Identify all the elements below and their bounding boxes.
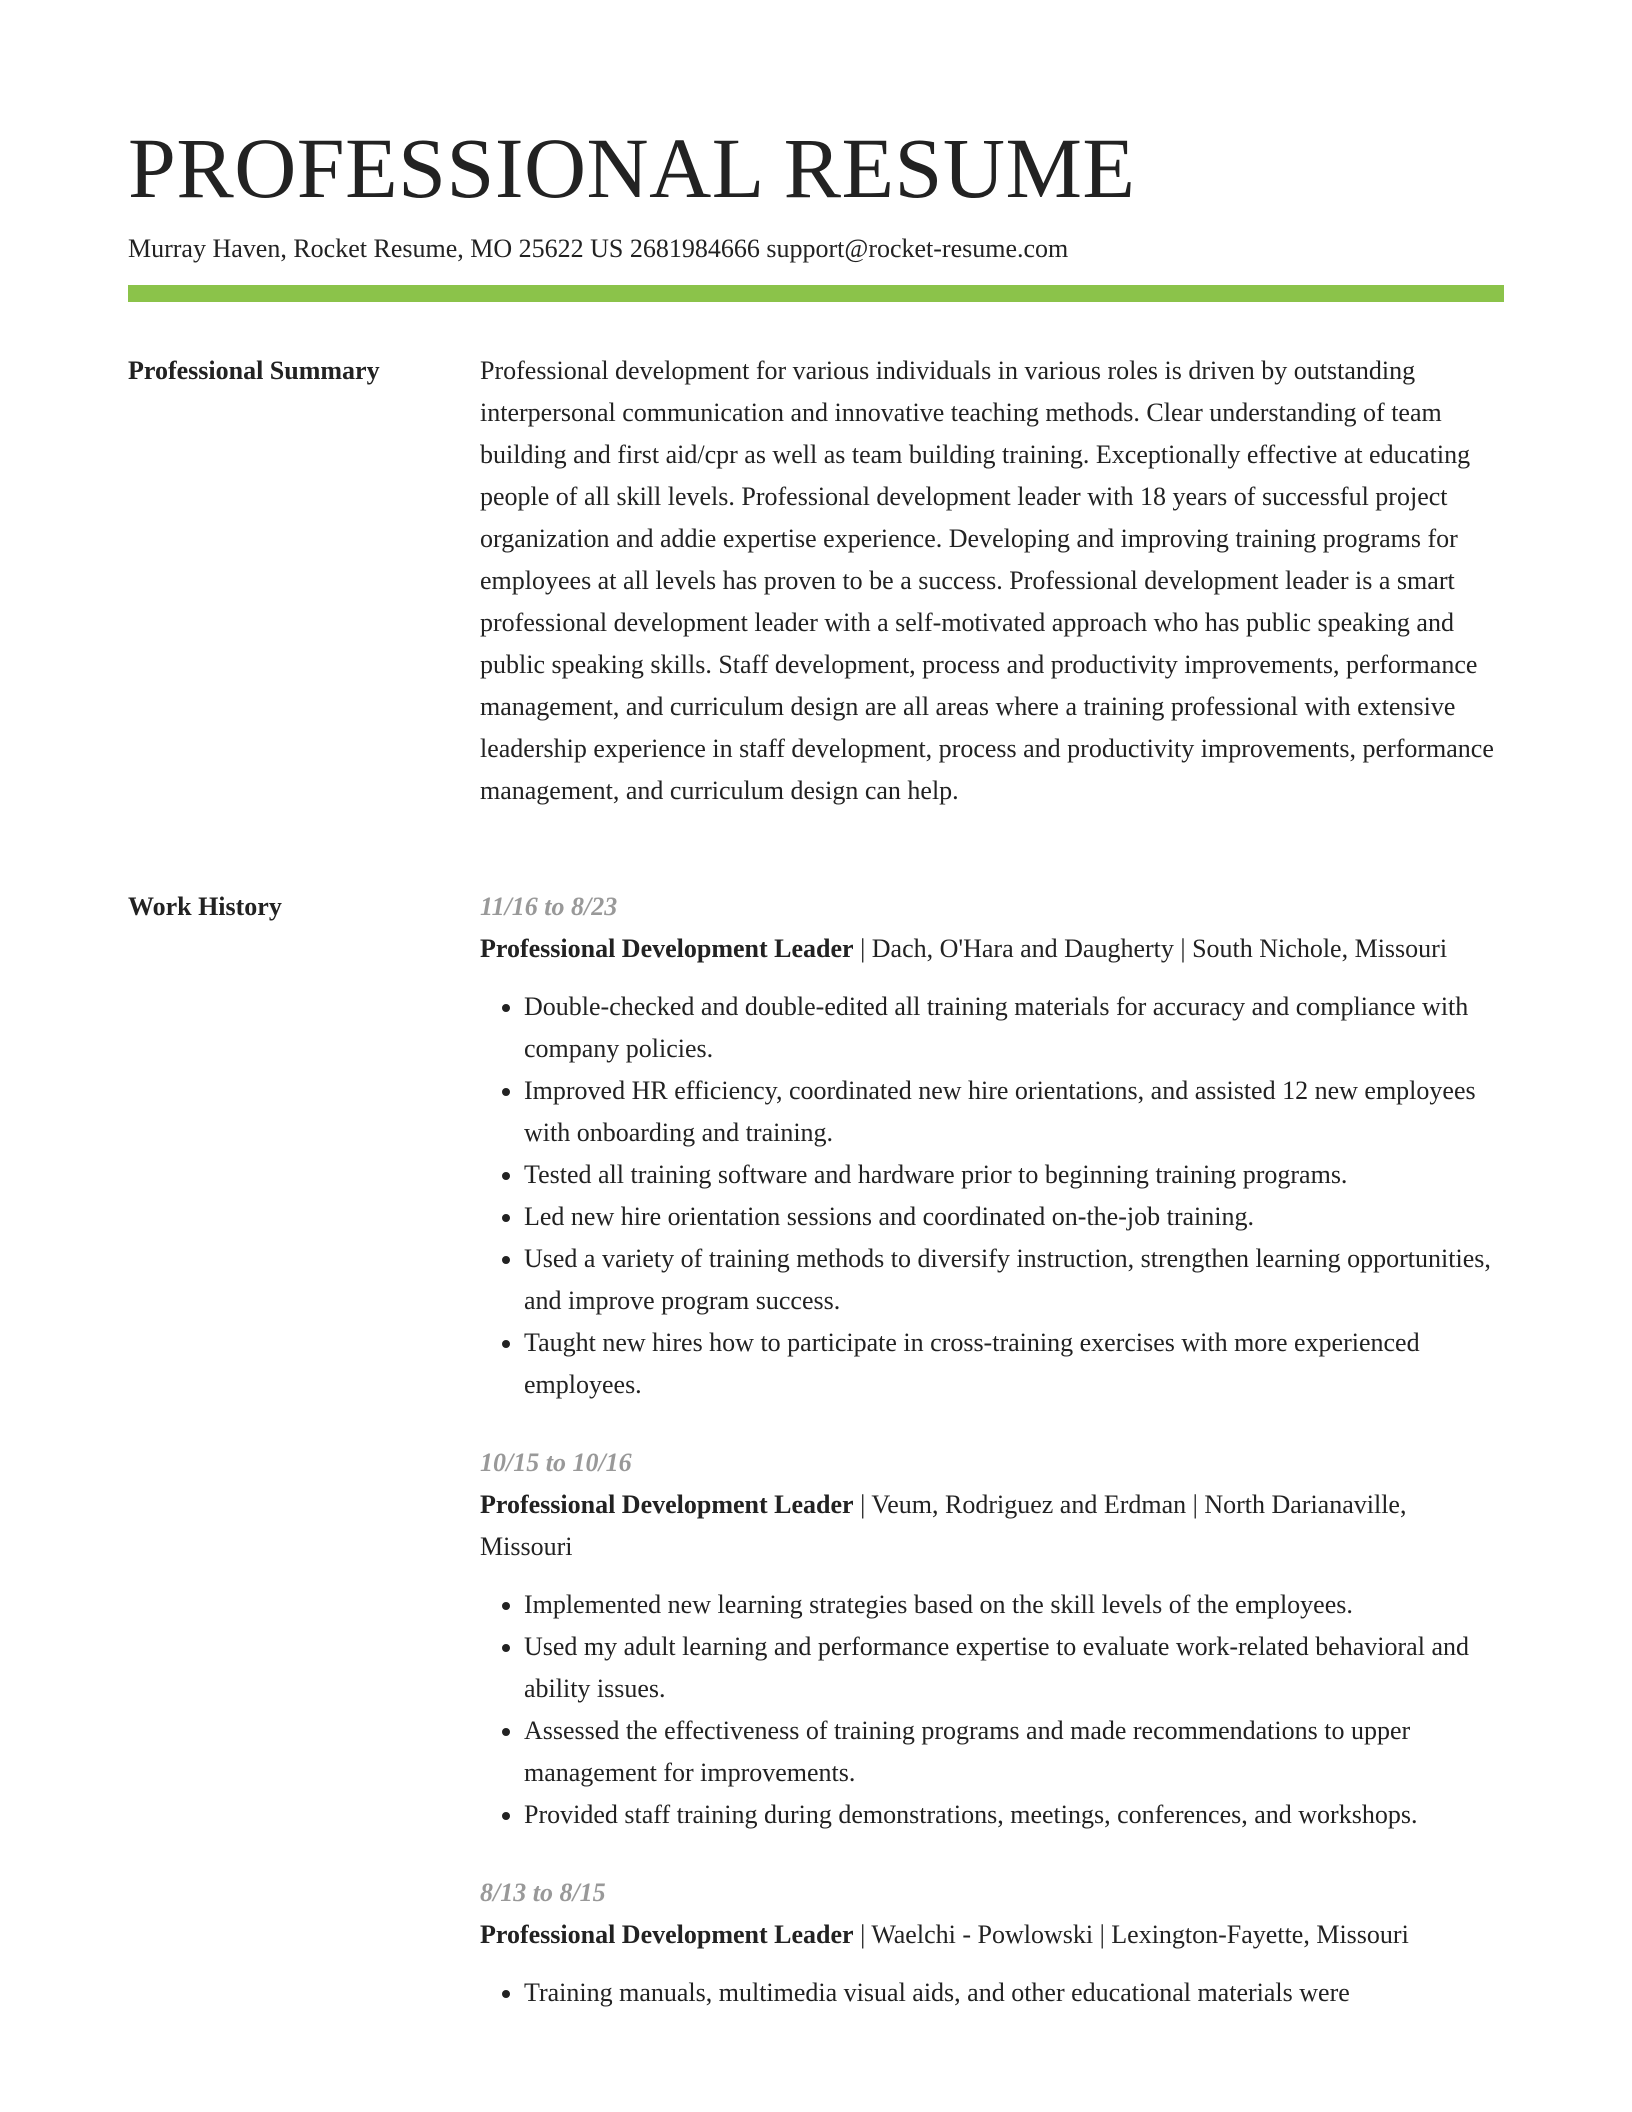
job-dates: 8/13 to 8/15 bbox=[480, 1878, 606, 1907]
contact-line: Murray Haven, Rocket Resume, MO 25622 US 2681984666 support@rocket-resume.com bbox=[128, 234, 1069, 263]
job-details: | Dach, O'Hara and Daugherty | South Nichole, Missouri bbox=[853, 934, 1448, 963]
job-dates: 10/15 to 10/16 bbox=[480, 1448, 632, 1477]
job-entry bbox=[480, 886, 1504, 1406]
job-bullet: • Improved HR efficiency, coordinated new hire orientations, and assisted 12 new employees with onboarding and training. bbox=[524, 1070, 1504, 1154]
job-title: Professional Development Leader bbox=[480, 1920, 854, 1949]
job-bullet-list bbox=[480, 1972, 1504, 2014]
job-bullet: • Double-checked and double-edited all training materials for accuracy and compliance with company policies. bbox=[524, 986, 1504, 1070]
accent-divider bbox=[128, 285, 1504, 302]
job-bullet: • Provided staff training during demonstrations, meetings, conferences, and workshops. bbox=[524, 1794, 1504, 1836]
summary-text: Professional development for various individuals in various roles is driven by outstanding interpersonal communication and innovative teaching methods. Clear understanding of team building and first aid/cpr as well as team building training. Exceptionally effective at educating people of all skill levels. Professional development leader with 18 years of successful project organization and addie expertise experience. Developing and improving training programs for employees at all levels has proven to be a success. Professional development leader is a smart professional development leader with a self-motivated approach who has public speaking and public speaking skills. Staff development, process and productivity improvements, performance management, and curriculum design are all areas where a training professional with extensive leadership experience in staff development, process and productivity improvements, performance management, and curriculum design can help. bbox=[480, 356, 1494, 805]
job-bullet-list bbox=[480, 1584, 1504, 1836]
resume-title: PROFESSIONAL RESUME bbox=[128, 120, 1136, 216]
job-entry bbox=[480, 1442, 1504, 1836]
section-label: Professional Summary bbox=[128, 356, 380, 385]
job-heading bbox=[480, 1914, 1504, 1956]
work-history-list bbox=[480, 886, 1504, 2050]
job-dates: 11/16 to 8/23 bbox=[480, 892, 618, 921]
job-heading bbox=[480, 928, 1504, 970]
job-heading bbox=[480, 1484, 1504, 1568]
job-bullet: • Used my adult learning and performance expertise to evaluate work-related behavioral and ability issues. bbox=[524, 1626, 1504, 1710]
job-bullet: • Tested all training software and hardware prior to beginning training programs. bbox=[524, 1154, 1504, 1196]
job-details: | Veum, Rodriguez and Erdman | North Darianaville, Missouri bbox=[480, 1490, 1407, 1561]
job-details: | Waelchi - Powlowski | Lexington-Fayette, Missouri bbox=[853, 1920, 1409, 1949]
job-bullet: • Used a variety of training methods to diversify instruction, strengthen learning opportunities, and improve program success. bbox=[524, 1238, 1504, 1322]
job-bullet-list bbox=[480, 986, 1504, 1406]
job-entry bbox=[480, 1872, 1504, 2014]
job-bullet: • Taught new hires how to participate in cross-training exercises with more experienced employees. bbox=[524, 1322, 1504, 1406]
job-title: Professional Development Leader bbox=[480, 1490, 854, 1519]
job-bullet: • Training manuals, multimedia visual aids, and other educational materials were bbox=[524, 1972, 1504, 2014]
job-bullet: • Assessed the effectiveness of training programs and made recommendations to upper management for improvements. bbox=[524, 1710, 1504, 1794]
job-bullet: • Led new hire orientation sessions and coordinated on-the-job training. bbox=[524, 1196, 1504, 1238]
job-title: Professional Development Leader bbox=[480, 934, 854, 963]
section-label: Work History bbox=[128, 892, 282, 921]
job-bullet: • Implemented new learning strategies based on the skill levels of the employees. bbox=[524, 1584, 1504, 1626]
